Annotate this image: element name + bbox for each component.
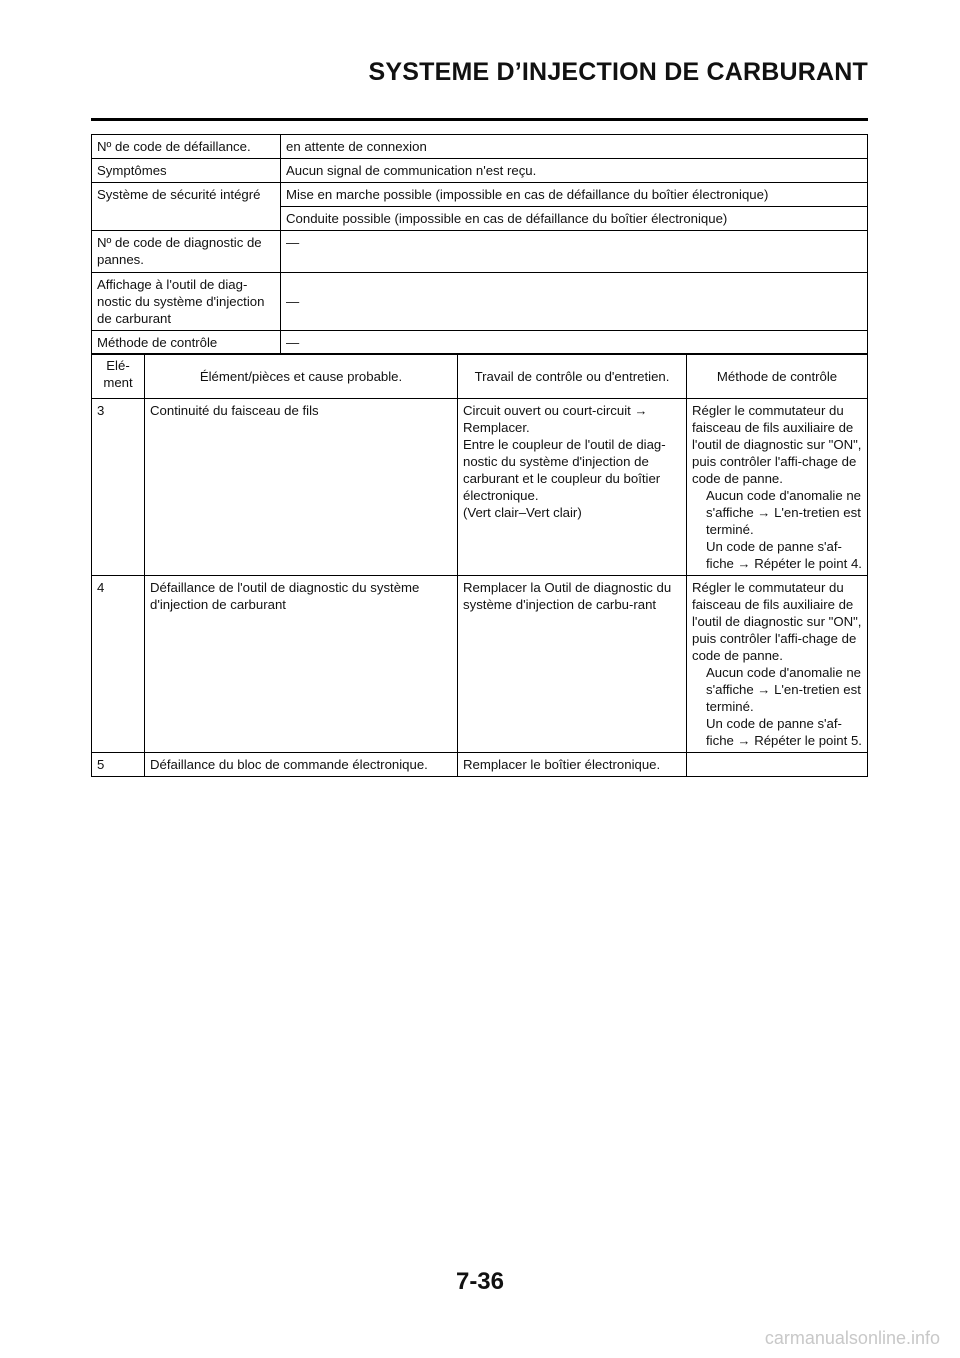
table-header-row: [92, 354, 868, 399]
row-work: [458, 399, 687, 576]
method-text: Régler le commutateur du faisceau de fils auxiliaire de l'outil de diagnostic sur "ON", puis contrôler l'affi-chage de code de panne.: [692, 580, 862, 663]
table-row: [92, 273, 868, 331]
check-procedure-table: [91, 353, 868, 777]
failsafe-value-start: Mise en marche possible (impossible en cas de défaillance du boîtier électronique): [281, 183, 868, 207]
cause-text: Défaillance de l'outil de diagnostic du système d'injection de carburant: [150, 580, 420, 612]
arrow-icon: →: [737, 556, 751, 571]
row-method: [687, 576, 868, 753]
row-item: 4: [92, 576, 145, 753]
diag-code-value: —: [281, 231, 868, 273]
method-result-ok: [692, 487, 862, 538]
table-row: [92, 753, 868, 777]
page-number: 7-36: [455, 1268, 505, 1295]
row-item: 3: [92, 399, 145, 576]
diag-code-label: Nº de code de diagnostic de pannes.: [92, 231, 281, 273]
table-row: [92, 135, 868, 159]
method-result-ok: [692, 664, 862, 715]
header-item: Elé-ment: [92, 354, 145, 399]
method-value: —: [281, 331, 868, 355]
fault-info-table: [91, 134, 868, 355]
page-title: SYSTEME D’INJECTION DE CARBURANT: [368, 58, 868, 86]
arrow-icon: →: [634, 403, 648, 418]
code-value: en attente de connexion: [281, 135, 868, 159]
symptoms-value: Aucun signal de communication n'est reçu.: [281, 159, 868, 183]
method-result-text: Répéter le point 5.: [754, 733, 862, 748]
table-row: [92, 399, 868, 576]
method-result-text: Un code de panne s'af-fiche: [706, 716, 842, 748]
method-result-text: Aucun code d'anomalie ne s'affiche: [706, 665, 862, 697]
row-cause: [145, 576, 458, 753]
row-work: Remplacer le boîtier électronique.: [458, 753, 687, 777]
failsafe-value-ride: Conduite possible (impossible en cas de défaillance du boîtier électronique): [281, 207, 868, 231]
method-result-text: Répéter le point 4.: [754, 556, 862, 571]
row-item: 5: [92, 753, 145, 777]
work-text: (Vert clair–Vert clair): [463, 505, 582, 520]
arrow-icon: →: [757, 682, 771, 697]
title-divider: [91, 118, 868, 121]
arrow-icon: →: [737, 733, 751, 748]
failsafe-label: Système de sécurité intégré: [92, 183, 281, 231]
method-result-fault: [692, 715, 862, 749]
header-method: Méthode de contrôle: [687, 354, 868, 399]
method-result-text: L'en-tretien est terminé.: [706, 505, 861, 537]
row-work: Remplacer la Outil de diagnostic du système d'injection de carbu-rant: [458, 576, 687, 753]
table-row: [92, 183, 868, 207]
work-text: Entre le coupleur de l'outil de diag-nostic du système d'injection de carburant et le coupleur du boîtier électronique.: [463, 437, 666, 503]
arrow-icon: →: [757, 505, 771, 520]
tool-display-label: Affichage à l'outil de diag-nostic du système d'injection de carburant: [92, 273, 281, 331]
watermark: carmanualsonline.info: [764, 1328, 940, 1348]
row-cause: Continuité du faisceau de fils: [145, 399, 458, 576]
tool-display-value: —: [281, 273, 868, 331]
symptoms-label: Symptômes: [92, 159, 281, 183]
header-work: Travail de contrôle ou d'entretien.: [458, 354, 687, 399]
table-row: [92, 331, 868, 355]
table-row: [92, 576, 868, 753]
work-text: Circuit ouvert ou court-circuit: [463, 403, 631, 418]
row-method: [687, 753, 868, 777]
table-row: [92, 159, 868, 183]
method-text: Régler le commutateur du faisceau de fils auxiliaire de l'outil de diagnostic sur "ON", puis contrôler l'affi-chage de code de panne.: [692, 403, 862, 486]
table-row: [92, 231, 868, 273]
method-result-text: Un code de panne s'af-fiche: [706, 539, 842, 571]
method-label: Méthode de contrôle: [92, 331, 281, 355]
method-result-fault: [692, 538, 862, 572]
row-cause: Défaillance du bloc de commande électronique.: [145, 753, 458, 777]
method-result-text: Aucun code d'anomalie ne s'affiche: [706, 488, 862, 520]
row-method: [687, 399, 868, 576]
code-label: Nº de code de défaillance.: [92, 135, 281, 159]
method-result-text: L'en-tretien est terminé.: [706, 682, 861, 714]
work-text: Remplacer.: [463, 420, 530, 435]
header-cause: Élément/pièces et cause probable.: [145, 354, 458, 399]
